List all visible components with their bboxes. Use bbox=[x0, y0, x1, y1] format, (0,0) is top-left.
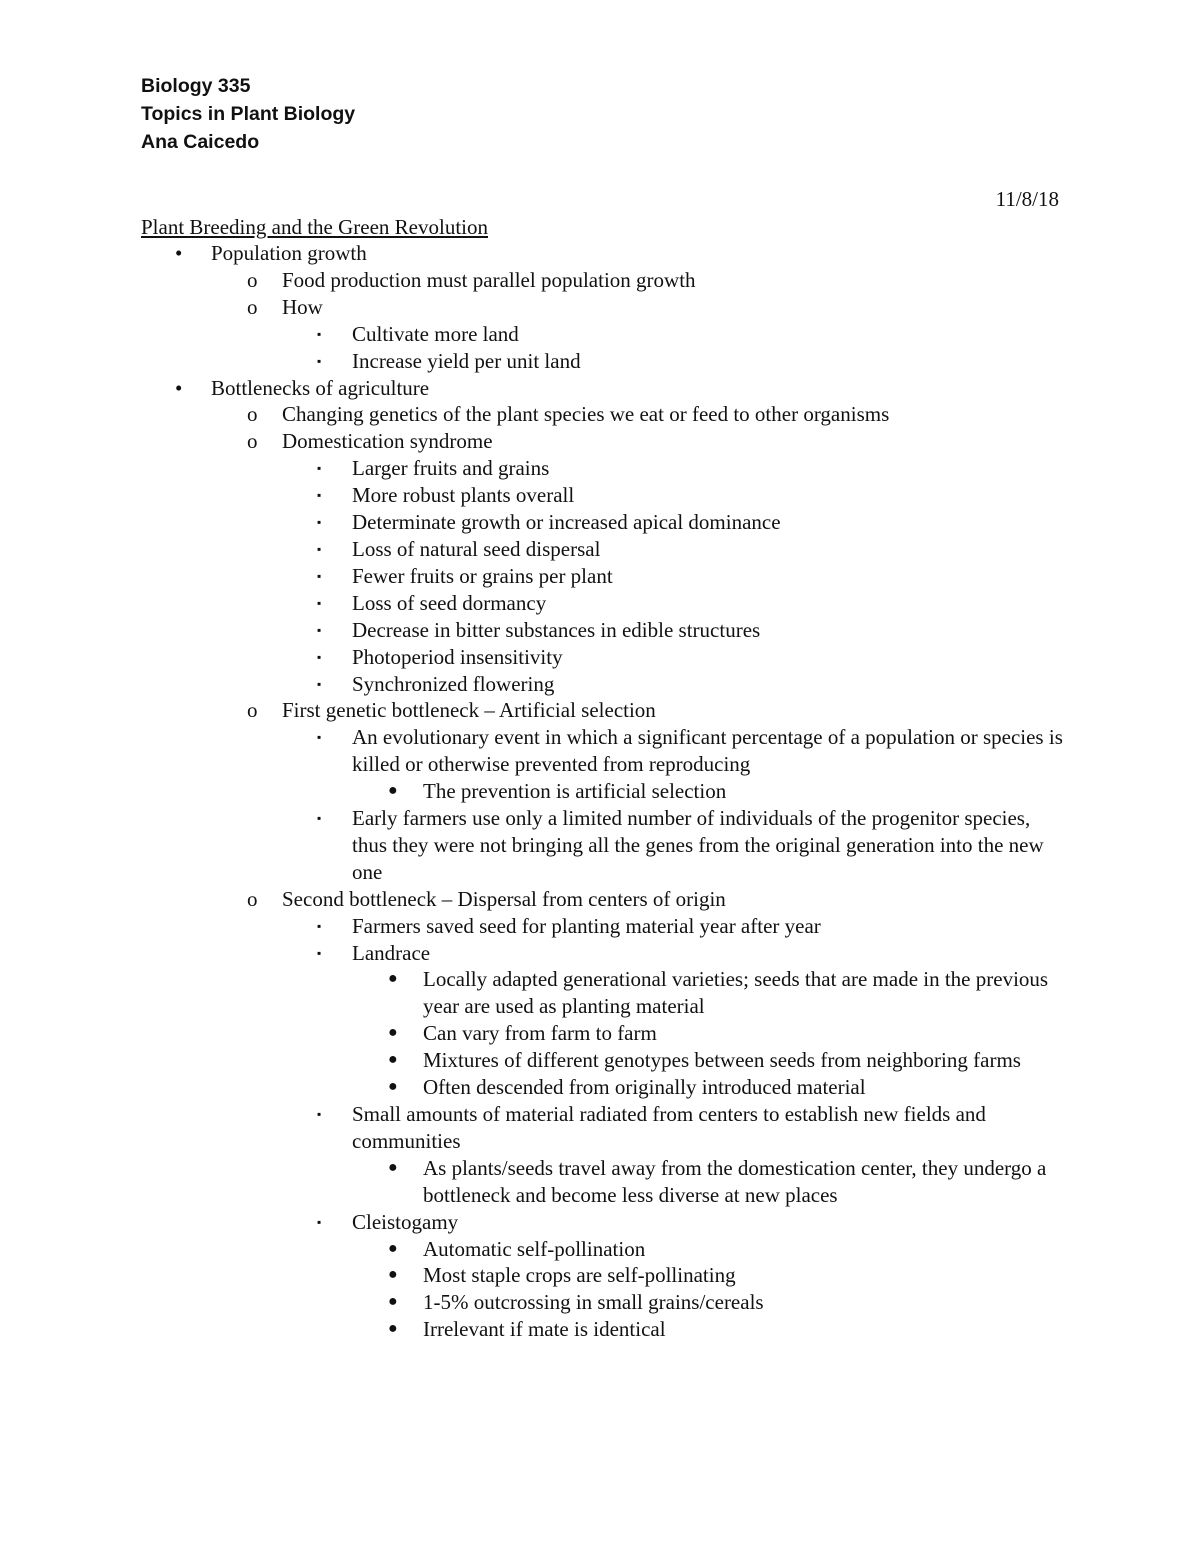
course-topic: Topics in Plant Biology bbox=[141, 103, 356, 125]
outline-item-text: Landrace bbox=[352, 940, 431, 965]
outline-item-level-3 bbox=[0, 455, 1200, 482]
bullet-marker-icon: ● bbox=[388, 1078, 398, 1096]
outline-item-text: Loss of seed dormancy bbox=[352, 590, 547, 615]
bullet-marker-icon: o bbox=[247, 294, 258, 319]
outline-item-level-2 bbox=[0, 401, 1200, 428]
outline-item-level-3 bbox=[0, 536, 1200, 563]
outline-item-text: Loss of natural seed dispersal bbox=[352, 536, 601, 561]
note-title: Plant Breeding and the Green Revolution bbox=[141, 215, 489, 239]
bullet-marker-icon: ▪ bbox=[317, 649, 322, 664]
outline-item-level-4 bbox=[0, 966, 1200, 1020]
outline-item-text: How bbox=[282, 294, 323, 319]
outline-item-level-3 bbox=[0, 724, 1200, 778]
outline-item-level-3 bbox=[0, 321, 1200, 348]
outline-item-text: Domestication syndrome bbox=[282, 429, 493, 454]
outline-item-level-4 bbox=[0, 1074, 1200, 1101]
bullet-marker-icon: ▪ bbox=[317, 730, 322, 745]
outline-item-level-3 bbox=[0, 1209, 1200, 1236]
outline-item-text: Early farmers use only a limited number of individuals of the progenitor species, thus they were not bringing all the genes from the original generation into the new one bbox=[352, 806, 1044, 884]
outline-item-text: Food production must parallel population growth bbox=[282, 267, 696, 292]
outline-item-text: Often descended from originally introduced material bbox=[423, 1075, 866, 1100]
outline-item-level-4 bbox=[0, 1289, 1200, 1316]
bullet-marker-icon: o bbox=[247, 402, 258, 427]
bullet-marker-icon: ● bbox=[388, 970, 398, 988]
outline-item-level-4 bbox=[0, 1020, 1200, 1047]
outline-item-level-3 bbox=[0, 509, 1200, 536]
outline-item-text: First genetic bottleneck – Artificial selection bbox=[282, 698, 656, 723]
bullet-marker-icon: • bbox=[175, 241, 183, 265]
bullet-marker-icon: ● bbox=[388, 782, 398, 800]
outline-item-level-3 bbox=[0, 1101, 1200, 1155]
outline-item-text: Most staple crops are self-pollinating bbox=[423, 1263, 736, 1288]
outline-item-level-1 bbox=[0, 240, 1200, 267]
outline-item-text: Synchronized flowering bbox=[352, 671, 555, 696]
outline-item-level-4 bbox=[0, 1262, 1200, 1289]
bullet-marker-icon: ● bbox=[388, 1320, 398, 1338]
bullet-marker-icon: ● bbox=[388, 1293, 398, 1311]
bullet-marker-icon: ▪ bbox=[317, 811, 322, 826]
outline-item-level-4 bbox=[0, 778, 1200, 805]
bullet-marker-icon: ● bbox=[388, 1051, 398, 1069]
outline-item-text: An evolutionary event in which a significant percentage of a population or species is killed or otherwise prevented from reproducing bbox=[352, 725, 1063, 777]
outline-item-level-3 bbox=[0, 348, 1200, 375]
bullet-marker-icon: o bbox=[247, 267, 258, 292]
bullet-marker-icon: ▪ bbox=[317, 568, 322, 583]
outline-item-level-3 bbox=[0, 482, 1200, 509]
outline-item-text: Can vary from farm to farm bbox=[423, 1021, 657, 1046]
outline-item-text: More robust plants overall bbox=[352, 483, 575, 508]
note-date: 11/8/18 bbox=[995, 187, 1059, 211]
outline-item-text: Decrease in bitter substances in edible structures bbox=[352, 617, 761, 642]
outline-item-level-3 bbox=[0, 940, 1200, 967]
outline-item-level-2 bbox=[0, 428, 1200, 455]
bullet-marker-icon: • bbox=[175, 375, 183, 400]
outline-item-text: Bottlenecks of agriculture bbox=[211, 375, 430, 400]
bullet-marker-icon: ▪ bbox=[317, 918, 322, 933]
outline-item-level-3 bbox=[0, 913, 1200, 940]
bullet-marker-icon: ● bbox=[388, 1158, 398, 1176]
bullet-marker-icon: ▪ bbox=[317, 1214, 322, 1229]
outline-item-level-4 bbox=[0, 1316, 1200, 1343]
outline-item-text: Small amounts of material radiated from centers to establish new fields and communities bbox=[352, 1102, 986, 1153]
bullet-marker-icon: ● bbox=[388, 1024, 398, 1042]
outline-item-text: The prevention is artificial selection bbox=[423, 779, 727, 804]
outline-item-level-2 bbox=[0, 886, 1200, 913]
bullet-marker-icon: ▪ bbox=[317, 326, 322, 341]
bullet-marker-icon: ▪ bbox=[317, 676, 322, 691]
bullet-marker-icon: ▪ bbox=[317, 595, 322, 610]
notes-outline bbox=[0, 240, 1200, 1343]
outline-item-level-1 bbox=[0, 375, 1200, 402]
bullet-marker-icon: ▪ bbox=[317, 488, 322, 503]
outline-item-text: Mixtures of different genotypes between seeds from neighboring farms bbox=[423, 1048, 1021, 1073]
outline-item-text: 1-5% outcrossing in small grains/cereals bbox=[423, 1290, 764, 1315]
outline-item-text: Determinate growth or increased apical dominance bbox=[352, 510, 781, 535]
bullet-marker-icon: ● bbox=[388, 1266, 398, 1284]
outline-item-text: Fewer fruits or grains per plant bbox=[352, 563, 613, 588]
bullet-marker-icon: ● bbox=[388, 1239, 398, 1257]
outline-item-level-4 bbox=[0, 1155, 1200, 1209]
outline-item-level-2 bbox=[0, 294, 1200, 321]
outline-item-text: As plants/seeds travel away from the domestication center, they undergo a bottleneck and become less diverse at new places bbox=[423, 1155, 1047, 1207]
outline-item-text: Automatic self-pollination bbox=[423, 1236, 646, 1261]
outline-item-level-3 bbox=[0, 671, 1200, 698]
outline-item-text: Photoperiod insensitivity bbox=[352, 644, 563, 669]
bullet-marker-icon: o bbox=[247, 698, 258, 723]
outline-item-level-3 bbox=[0, 563, 1200, 590]
outline-item-text: Farmers saved seed for planting material year after year bbox=[352, 913, 821, 938]
bullet-marker-icon: ▪ bbox=[317, 353, 322, 368]
outline-item-text: Second bottleneck – Dispersal from centers of origin bbox=[282, 886, 726, 911]
outline-item-level-4 bbox=[0, 1047, 1200, 1074]
outline-item-level-2 bbox=[0, 267, 1200, 294]
bullet-marker-icon: o bbox=[247, 429, 258, 454]
bullet-marker-icon: ▪ bbox=[317, 515, 322, 530]
course-name: Biology 335 bbox=[141, 75, 251, 97]
outline-item-text: Irrelevant if mate is identical bbox=[423, 1317, 666, 1342]
outline-item-text: Increase yield per unit land bbox=[352, 348, 581, 373]
outline-item-text: Population growth bbox=[211, 241, 367, 265]
outline-item-level-3 bbox=[0, 644, 1200, 671]
outline-item-level-2 bbox=[0, 697, 1200, 724]
outline-item-level-4 bbox=[0, 1236, 1200, 1263]
outline-item-text: Cultivate more land bbox=[352, 321, 519, 346]
outline-item-text: Cleistogamy bbox=[352, 1209, 459, 1234]
bullet-marker-icon: ▪ bbox=[317, 541, 322, 556]
bullet-marker-icon: ▪ bbox=[317, 945, 322, 960]
bullet-marker-icon: ▪ bbox=[317, 461, 322, 476]
bullet-marker-icon: o bbox=[247, 886, 258, 911]
author-name: Ana Caicedo bbox=[141, 131, 260, 153]
outline-item-level-3 bbox=[0, 805, 1200, 886]
outline-item-text: Larger fruits and grains bbox=[352, 456, 550, 481]
bullet-marker-icon: ▪ bbox=[317, 622, 322, 637]
bullet-marker-icon: ▪ bbox=[317, 1107, 322, 1121]
outline-item-level-3 bbox=[0, 617, 1200, 644]
outline-item-level-3 bbox=[0, 590, 1200, 617]
outline-item-text: Locally adapted generational varieties; seeds that are made in the previous year are used as planting material bbox=[423, 967, 1049, 1019]
outline-item-text: Changing genetics of the plant species we eat or feed to other organisms bbox=[282, 402, 890, 427]
